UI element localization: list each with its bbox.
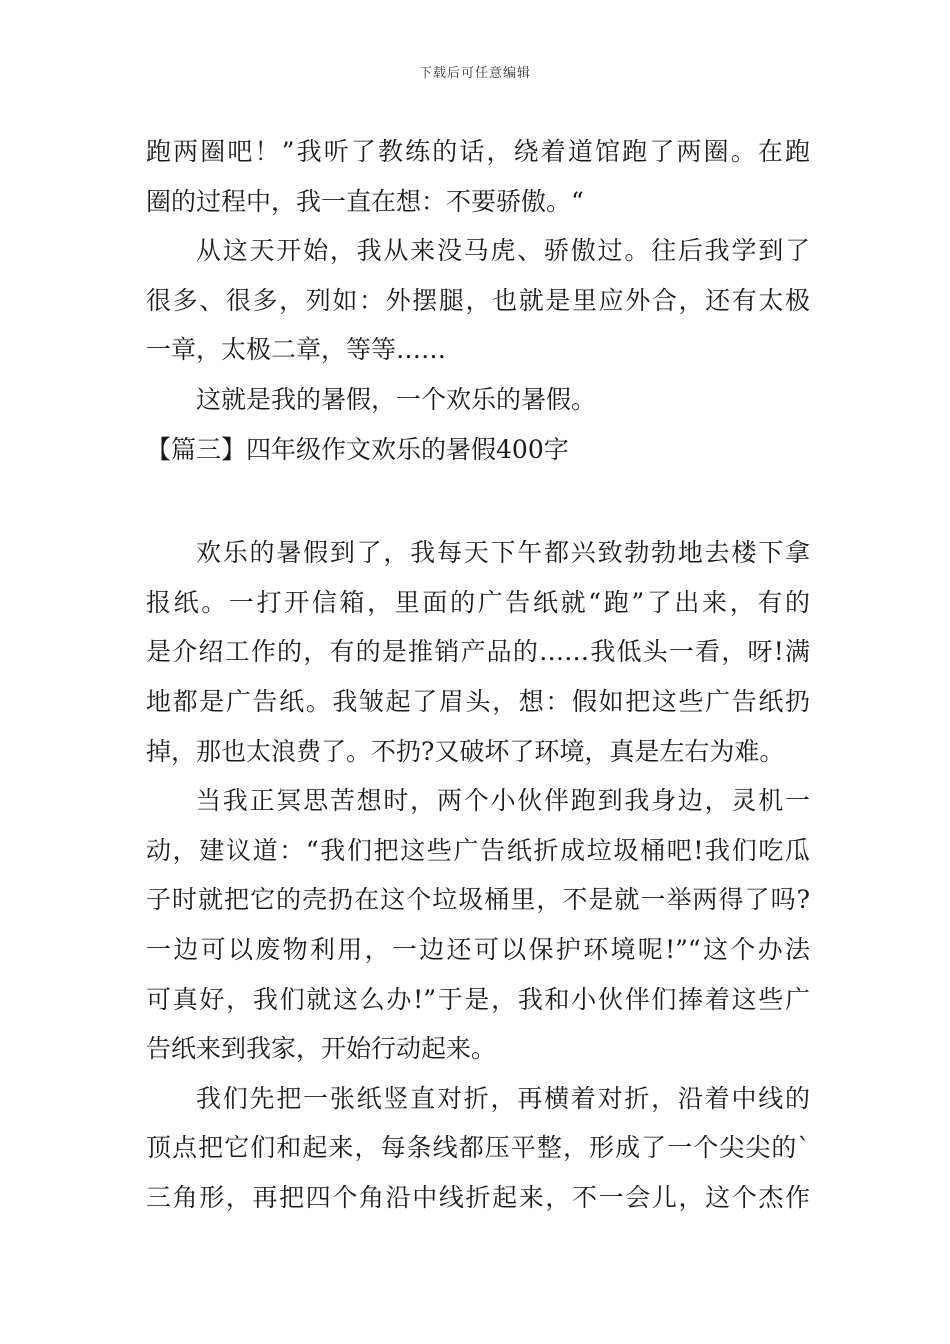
text-line: 圈的过程中，我一直在想：不要骄傲。“ (146, 186, 584, 216)
text-line: 从这天开始，我从来没马虎、骄傲过。往后我学到了 (196, 236, 810, 266)
text-line: 很多、很多，列如：外摆腿，也就是里应外合，还有太极 (146, 285, 810, 315)
text-line: 一边可以废物利用，一边还可以保护环境呢!”“这个办法 (146, 934, 810, 964)
page-header: 下载后可任意编辑 (418, 66, 531, 81)
text-line: 顶点把它们和起来，每条线都压平整，形成了一个尖尖的` (146, 1133, 810, 1163)
spacer (146, 474, 810, 528)
text-line: 这就是我的暑假，一个欢乐的暑假。 (196, 384, 597, 414)
text-line: 是介绍工作的，有的是推销产品的……我低头一看，呀!满 (146, 637, 810, 667)
section-heading: 【篇三】四年级作文欢乐的暑假400字 (146, 434, 569, 464)
document-body (146, 127, 810, 1222)
text-line: 三角形，再把四个角沿中线折起来，不一会儿，这个杰作 (146, 1182, 810, 1212)
text-line: 地都是广告纸。我皱起了眉头，想：假如把这些广告纸扔 (146, 686, 810, 716)
text-line: 子时就把它的壳扔在这个垃圾桶里，不是就一举两得了吗? (146, 885, 810, 915)
text-line: 报纸。一打开信箱，里面的广告纸就“跑”了出来，有的 (146, 587, 810, 617)
text-line: 告纸来到我家，开始行动起来。 (146, 1034, 497, 1064)
text-line: 欢乐的暑假到了，我每天下午都兴致勃勃地去楼下拿 (196, 538, 810, 568)
text-line: 动，建议道：“我们把这些广告纸折成垃圾桶吧!我们吃瓜 (146, 835, 810, 865)
text-line: 掉，那也太浪费了。不扔?又破坏了环境，真是左右为难。 (146, 736, 785, 766)
text-line: 一章，太极二章，等等…… (146, 335, 447, 365)
text-line: 可真好，我们就这么办!”于是，我和小伙伴们捧着这些广 (146, 984, 810, 1014)
text-line: 我们先把一张纸竖直对折，再横着对折，沿着中线的 (196, 1083, 810, 1113)
text-line: 当我正冥思苦想时，两个小伙伴跑到我身边，灵机一 (196, 786, 810, 816)
text-line: 跑两圈吧！”我听了教练的话，绕着道馆跑了两圈。在跑 (146, 137, 810, 166)
